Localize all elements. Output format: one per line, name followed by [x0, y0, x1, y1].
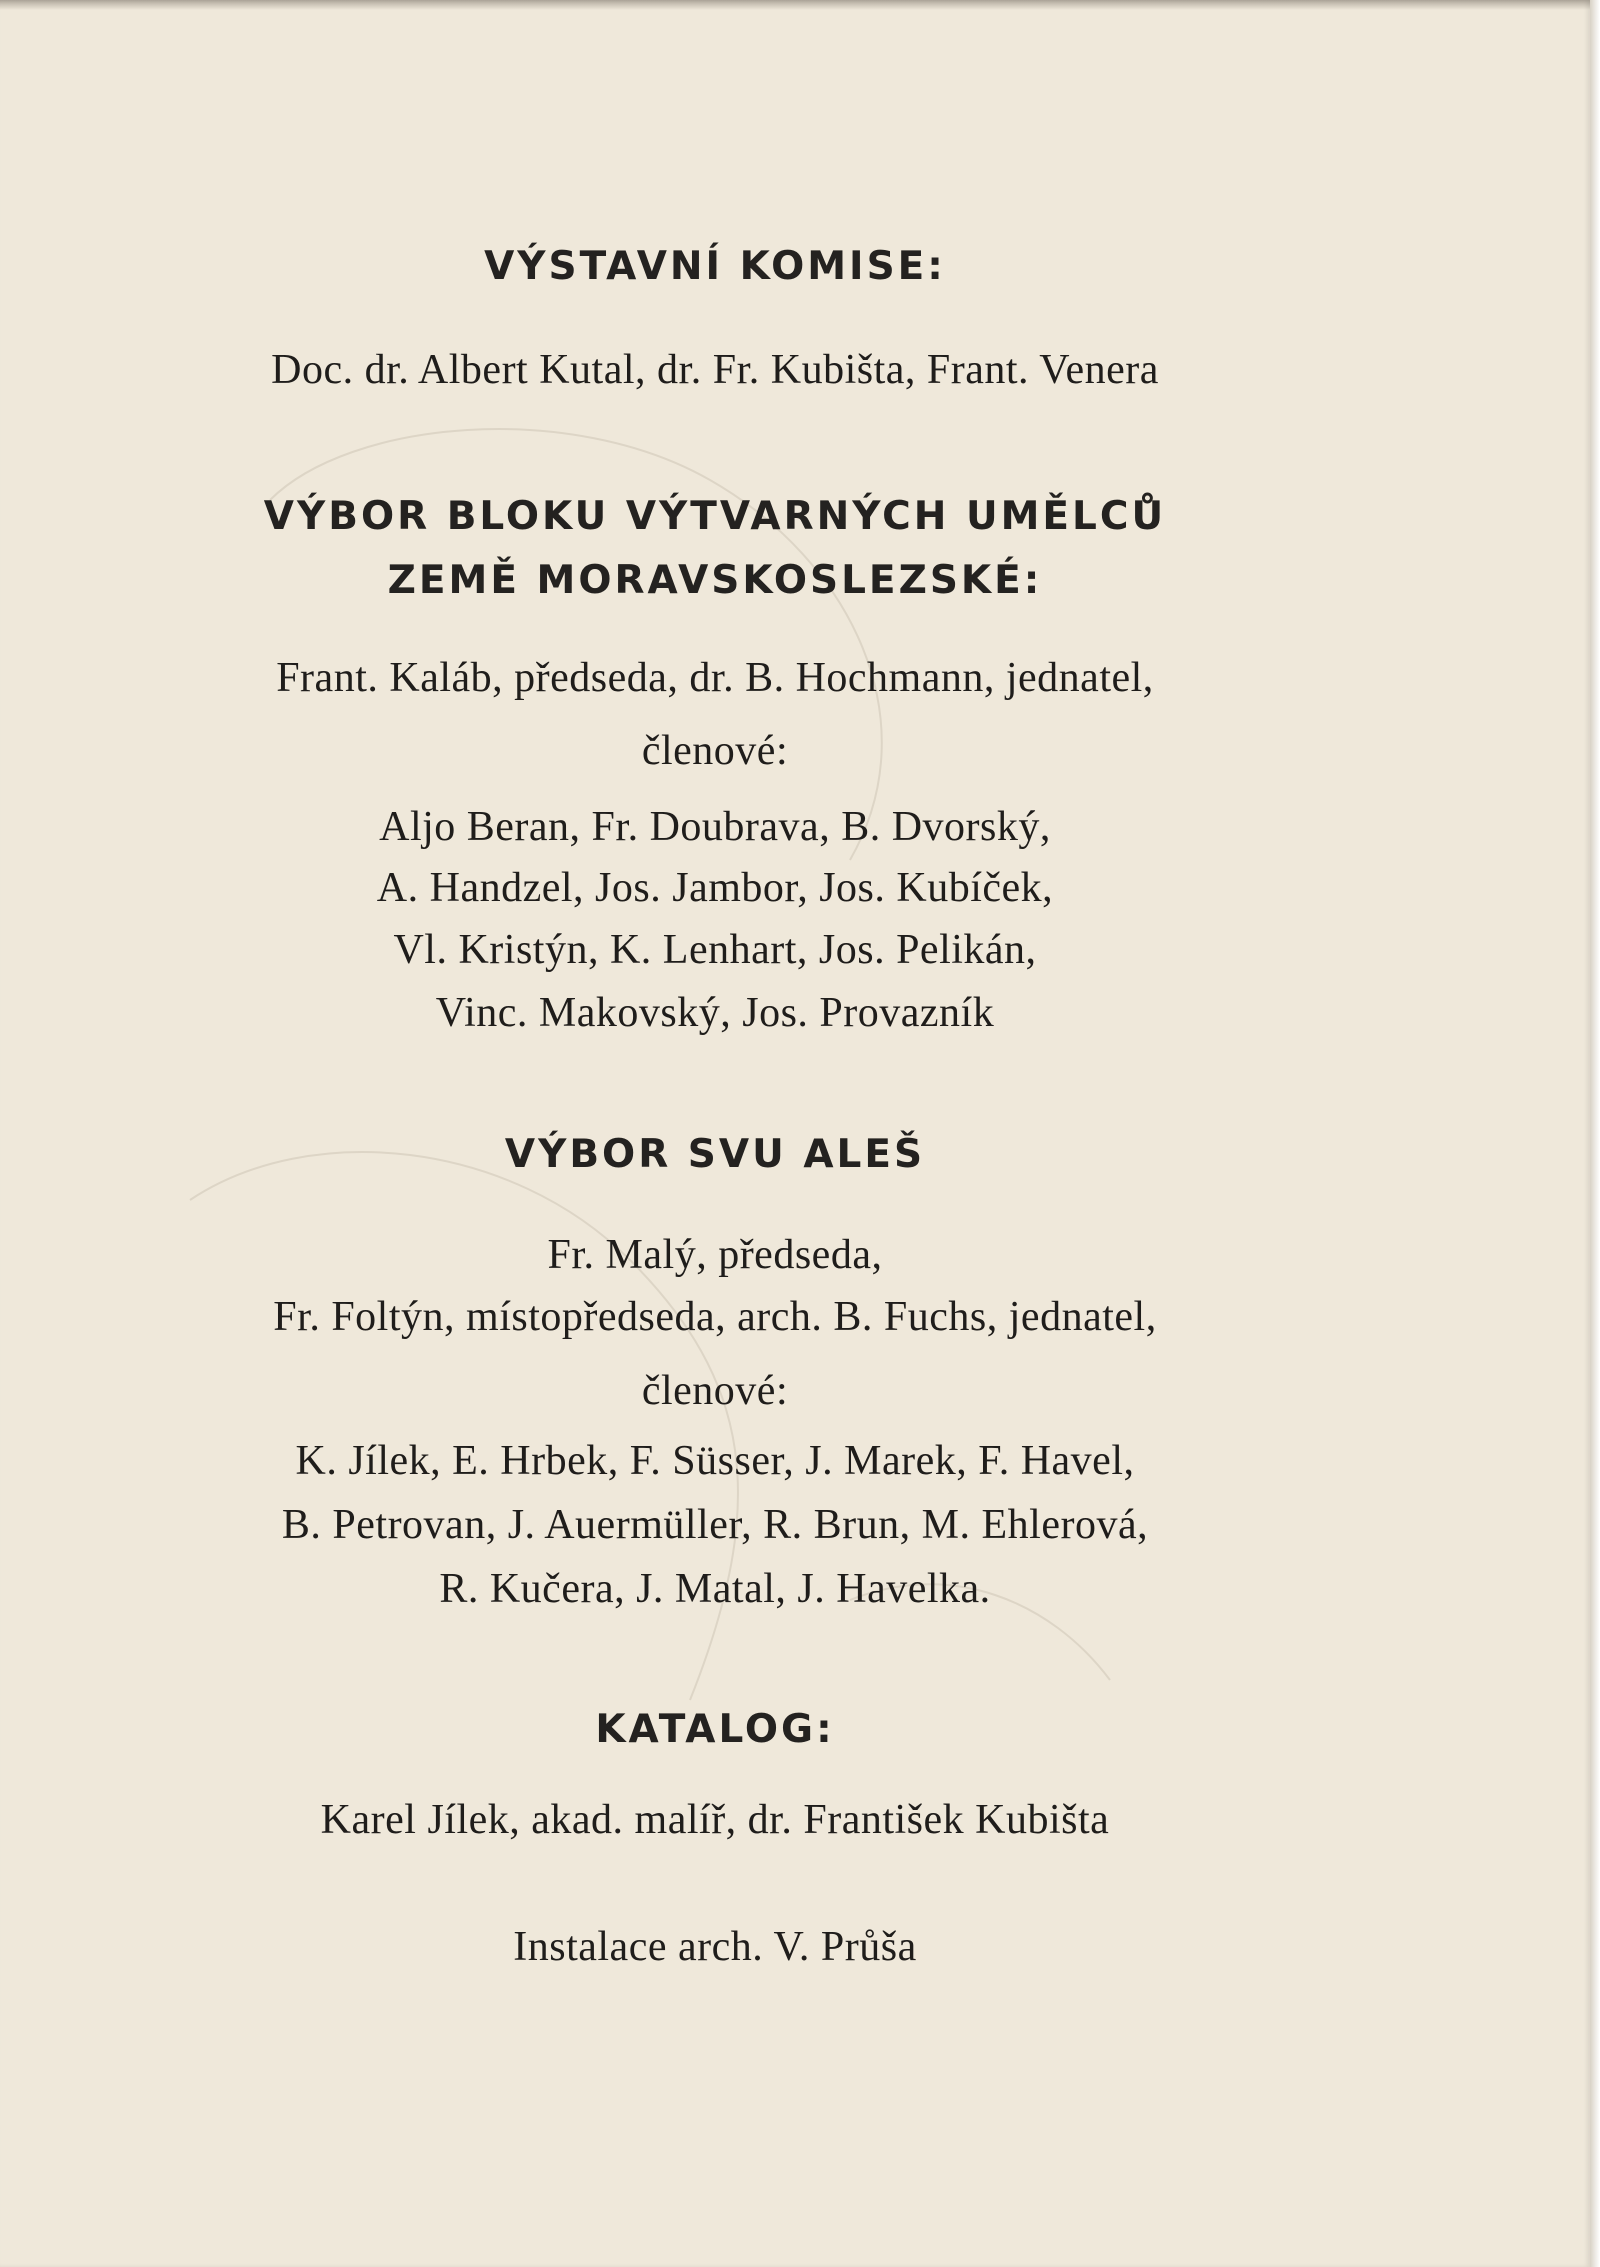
ales-members-line-2: B. Petrovan, J. Auermüller, R. Brun, M. Ehlerová, [281, 1502, 1149, 1548]
heading-vybor-svu-ales: VÝBOR SVU ALEŠ [504, 1132, 926, 1177]
block-members-line-2: A. Handzel, Jos. Jambor, Jos. Kubíček, [376, 865, 1054, 911]
heading-vystavni-komise: VÝSTAVNÍ KOMISE: [484, 244, 946, 289]
ales-members-label: členové: [641, 1368, 789, 1414]
ales-members-line-3: R. Kučera, J. Matal, J. Havelka. [439, 1566, 991, 1612]
ales-officers: Fr. Foltýn, místopředseda, arch. B. Fuchs, jednatel, [273, 1294, 1157, 1340]
installation-credit: Instalace arch. V. Průša [513, 1924, 917, 1970]
heading-vybor-bloku-line-2: ZEMĚ MORAVSKOSLEZSKÉ: [387, 558, 1043, 603]
ales-chairman: Fr. Malý, předseda, [547, 1232, 883, 1278]
heading-katalog: KATALOG: [595, 1707, 835, 1752]
block-members-line-1: Aljo Beran, Fr. Doubrava, B. Dvorský, [379, 804, 1051, 850]
page-right-edge [1590, 0, 1600, 2267]
block-members-label: členové: [641, 728, 789, 774]
commission-members: Doc. dr. Albert Kutal, dr. Fr. Kubišta, Frant. Venera [271, 347, 1159, 393]
heading-vybor-bloku-line-1: VÝBOR BLOKU VÝTVARNÝCH UMĚLCŮ [263, 494, 1167, 539]
block-officers: Frant. Kaláb, předseda, dr. B. Hochmann, jednatel, [276, 655, 1154, 701]
catalog-authors: Karel Jílek, akad. malíř, dr. František Kubišta [320, 1797, 1110, 1843]
block-members-line-3: Vl. Kristýn, K. Lenhart, Jos. Pelikán, [393, 927, 1037, 973]
page-top-shadow [0, 0, 1590, 10]
ales-members-line-1: K. Jílek, E. Hrbek, F. Süsser, J. Marek, F. Havel, [295, 1438, 1135, 1484]
block-members-line-4: Vinc. Makovský, Jos. Provazník [435, 990, 995, 1036]
